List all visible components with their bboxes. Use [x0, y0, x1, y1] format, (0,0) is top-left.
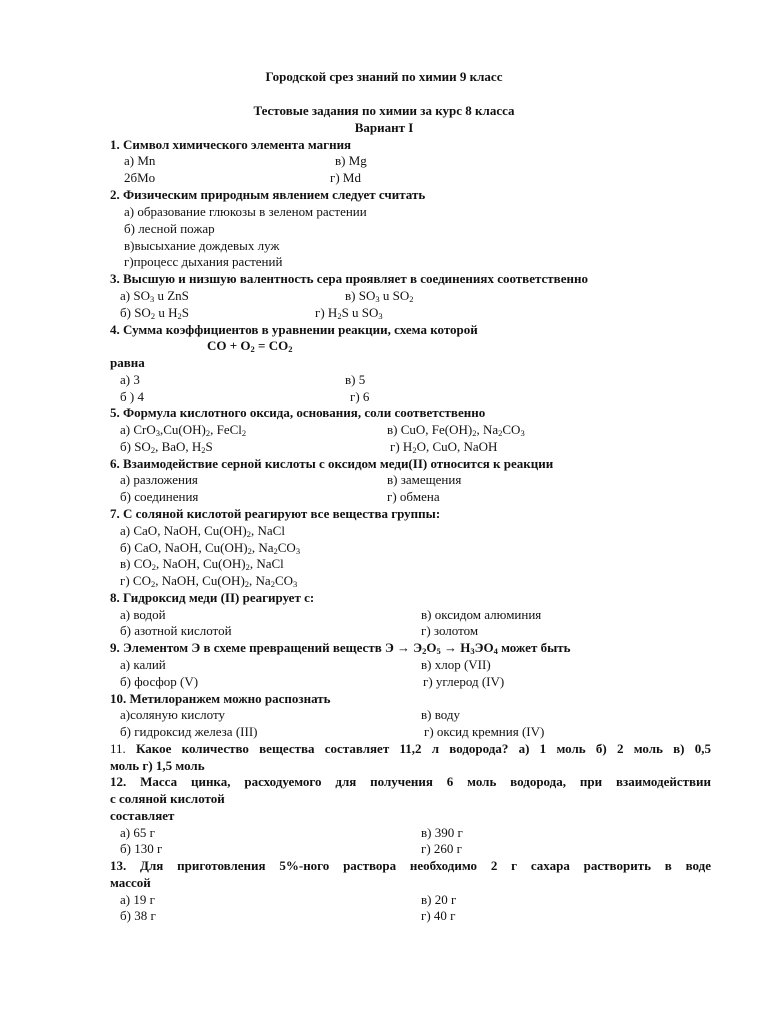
- q7-option-v: в) $CO_2$, NaOH, $Cu(OH)_2$, NaCl: [120, 556, 284, 572]
- q7-option-a: а) CaO, NaOH, $Cu(OH)_2$, NaCl: [120, 523, 285, 539]
- question-11-cont: моль г) 1,5 моль: [110, 758, 205, 773]
- q10-option-v: в) воду: [421, 707, 461, 722]
- question-12: 12. Масса цинка, расходуемого для получения 6 моль водорода, при взаимодействии: [110, 774, 711, 789]
- question-1: 1. Символ химического элемента магния: [110, 137, 352, 152]
- q3-option-g: г) $H_2S$ u $SO_3$: [315, 305, 383, 321]
- q4-option-a: а) 3: [120, 372, 140, 387]
- page-title: Городской срез знаний по химии 9 класс: [265, 69, 503, 84]
- q2-option-b: б) лесной пожар: [124, 221, 215, 236]
- q1-option-b: 2бMo: [124, 170, 156, 185]
- q9-option-a: а) калий: [120, 657, 166, 672]
- q6-option-b: б) соединения: [120, 489, 199, 504]
- q12-option-g: г) 260 г: [421, 841, 462, 856]
- page-subtitle: Тестовые задания по химии за курс 8 класса: [253, 103, 515, 118]
- question-5: 5. Формула кислотного оксида, основания, соли соответственно: [110, 405, 486, 420]
- q5-option-b: б) $SO_2$, BaO, $H_2S$: [120, 439, 213, 455]
- question-13-cont: массой: [110, 875, 151, 890]
- q2-option-g: г)процесс дыхания растений: [124, 254, 283, 269]
- q3-option-v: в) $SO_3$ u $SO_2$: [345, 288, 414, 304]
- question-10: 10. Метилоранжем можно распознать: [110, 691, 331, 706]
- q4-option-g: г) 6: [350, 389, 370, 404]
- q1-option-a: а) Mn: [124, 153, 156, 168]
- q13-option-b: б) 38 г: [120, 908, 156, 923]
- q4-option-b: б ) 4: [120, 389, 144, 404]
- q1-option-g: г) Md: [330, 170, 361, 185]
- q6-option-g: г) обмена: [387, 489, 440, 504]
- q4-equation: CO + $O_2 = CO_2$: [207, 338, 293, 354]
- q10-option-b: б) гидроксид железа (III): [120, 724, 258, 739]
- q7-option-g: г) $CO_2$, NaOH, $Cu(OH)_2$, $Na_2CO_3$: [120, 573, 298, 589]
- q12-option-a: а) 65 г: [120, 825, 155, 840]
- q6-option-v: в) замещения: [387, 472, 462, 487]
- question-13: 13. Для приготовления 5%-ного раствора необходимо 2 г сахара растворить в воде: [110, 858, 711, 873]
- q13-option-v: в) 20 г: [421, 892, 457, 907]
- question-12-tail: составляет: [110, 808, 175, 823]
- q13-option-g: г) 40 г: [421, 908, 456, 923]
- q8-option-a: а) водой: [120, 607, 166, 622]
- q7-option-b: б) CaO, NaOH, $Cu(OH)_2$, $Na_2CO_3$: [120, 540, 301, 556]
- q10-option-a: а)соляную кислоту: [120, 707, 225, 722]
- q6-option-a: а) разложения: [120, 472, 198, 487]
- question-12-cont: с соляной кислотой: [110, 791, 225, 806]
- question-8: 8. Гидроксид меди (II) реагирует с:: [110, 590, 315, 605]
- q12-option-v: в) 390 г: [421, 825, 463, 840]
- question-3: 3. Высшую и низшую валентность сера проявляет в соединениях соответственно: [110, 271, 588, 286]
- q2-option-v: в)высыхание дождевых луж: [124, 238, 280, 253]
- q12-option-b: б) 130 г: [120, 841, 163, 856]
- q5-option-g: г) $H_2O$, CuO, NaOH: [390, 439, 498, 455]
- q8-option-g: г) золотом: [421, 623, 479, 638]
- q5-option-v: в) CuO, $Fe(OH)_2$, $Na_2CO_3$: [387, 422, 525, 438]
- question-7: 7. С соляной кислотой реагируют все вещества группы:: [110, 506, 441, 521]
- q1-option-v: в) Mg: [335, 153, 367, 168]
- question-2: 2. Физическим природным явлением следует считать: [110, 187, 426, 202]
- q9-option-g: г) углерод (IV): [423, 674, 505, 689]
- q4-tail: равна: [110, 355, 145, 370]
- q8-option-b: б) азотной кислотой: [120, 623, 232, 638]
- q3-option-b: б) $SO_2$ u $H_2S$: [120, 305, 189, 321]
- q9-option-v: в) хлор (VII): [421, 657, 491, 672]
- q2-option-a: а) образование глюкозы в зеленом растении: [124, 204, 367, 219]
- q10-option-g: г) оксид кремния (IV): [424, 724, 545, 739]
- question-9: 9. Элементом Э в схеме превращений веществ $Э \to Э_2O_5 \to H_3ЭO_4$ может быть: [110, 640, 571, 656]
- q3-option-a: а) $SO_3$ u ZnS: [120, 288, 189, 304]
- question-11: 11. Какое количество вещества составляет 11,2 л водорода? а) 1 моль б) 2 моль в) 0,5: [110, 741, 711, 756]
- q8-option-v: в) оксидом алюминия: [421, 607, 542, 622]
- q13-option-a: а) 19 г: [120, 892, 155, 907]
- variant-label: Вариант I: [354, 120, 414, 135]
- q4-option-v: в) 5: [345, 372, 366, 387]
- q9-option-b: б) фосфор (V): [120, 674, 199, 689]
- question-6: 6. Взаимодействие серной кислоты с оксидом меди(II) относится к реакции: [110, 456, 554, 471]
- q5-option-a: а) $CrO_3,Cu(OH)_2$, FeCl$_2$: [120, 422, 247, 438]
- question-4: 4. Сумма коэффициентов в уравнении реакции, схема которой: [110, 322, 478, 337]
